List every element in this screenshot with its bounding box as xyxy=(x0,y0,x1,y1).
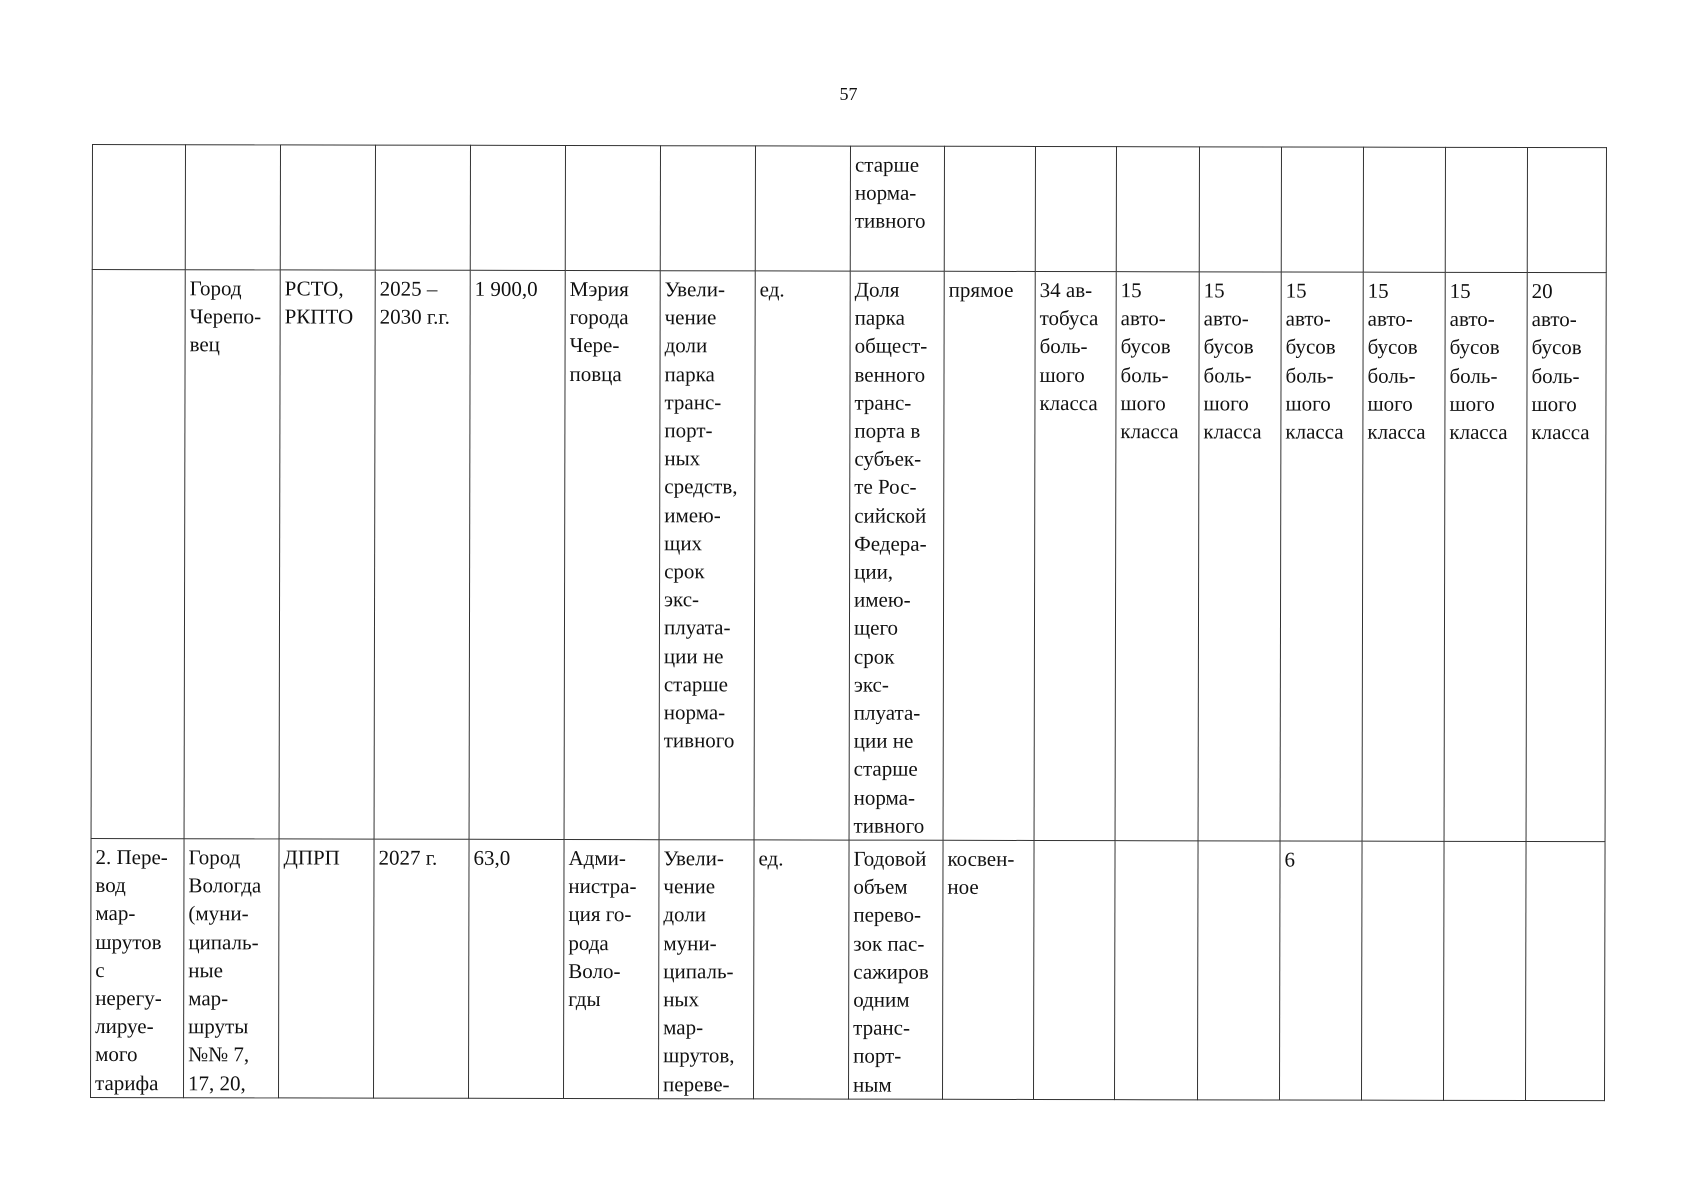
table-cell xyxy=(91,270,185,839)
table-cell: 20 авто- бусов боль- шого класса xyxy=(1526,273,1606,842)
table-cell xyxy=(280,145,375,270)
table-cell: 15 авто- бусов боль- шого класса xyxy=(1444,272,1527,841)
table-cell: 15 авто- бусов боль- шого класса xyxy=(1115,272,1199,841)
table-cell xyxy=(1198,841,1281,1100)
table-cell xyxy=(375,145,470,270)
table-cell: РСТО, РКПТО xyxy=(279,270,375,839)
table-cell: 2025 – 2030 г.г. xyxy=(374,270,470,839)
table-cell xyxy=(660,146,755,271)
table-cell xyxy=(565,145,660,270)
table-cell: 2027 г. xyxy=(374,839,470,1098)
table-cell xyxy=(1525,842,1605,1101)
table-cell: Увели- чение доли парка транс- порт- ных средств, имею- щих срок экс- плуата- ции не старше норма- тивного xyxy=(659,271,755,840)
table-cell: ДПРП xyxy=(279,839,375,1098)
table-cell: косвен- ное xyxy=(943,840,1035,1099)
table-cell: Город Черепо- вец xyxy=(184,270,280,839)
table-cell xyxy=(1363,147,1445,272)
data-table xyxy=(90,144,1607,1101)
table-cell: 15 авто- бусов боль- шого класса xyxy=(1198,272,1281,841)
table-cell: Доля парка общест- венного транс- порта в субъек- те Рос- сийской Федера- ции, имею- щего срок экс- плуата- ции не старше норма- тивного xyxy=(849,271,944,840)
table-cell xyxy=(1527,148,1606,273)
table-cell: прямое xyxy=(943,271,1035,840)
table-cell: ед. xyxy=(754,271,850,840)
table-cell xyxy=(1281,147,1363,272)
page-number: 57 xyxy=(839,84,858,104)
table-cell: Мэрия города Чере- повца xyxy=(564,270,660,839)
table-cell: 15 авто- бусов боль- шого класса xyxy=(1362,272,1445,841)
table-cell: 63,0 xyxy=(469,839,565,1098)
table-cell xyxy=(92,145,185,270)
table-cell xyxy=(1035,146,1116,271)
table-cell xyxy=(755,146,850,271)
table-cell: ед. xyxy=(754,840,850,1099)
table-cell: Адми- нистра- ция го- рода Воло- гды xyxy=(564,840,660,1099)
table-cell xyxy=(1034,841,1116,1100)
table-cell: Город Вологда (муни- ципаль- ные мар- шруты №№ 7, 17, 20, xyxy=(184,839,280,1098)
table-cell xyxy=(1445,147,1527,272)
table-cell xyxy=(470,145,565,270)
table-cell: 6 xyxy=(1280,841,1363,1100)
table-cell: Увели- чение доли муни- ципаль- ных мар- шрутов, переве- xyxy=(659,840,755,1099)
table-cell xyxy=(1199,147,1281,272)
table-cell xyxy=(1362,841,1445,1100)
table-row xyxy=(91,270,1606,842)
table-row xyxy=(91,839,1606,1101)
table-cell: 15 авто- бусов боль- шого класса xyxy=(1280,272,1363,841)
table-row xyxy=(92,145,1606,273)
table-cell xyxy=(1116,147,1199,272)
table-cell xyxy=(1443,841,1526,1100)
table-cell: 34 ав- тобуса боль- шого класса xyxy=(1034,271,1116,840)
table-cell: 1 900,0 xyxy=(469,270,565,839)
table-cell xyxy=(1115,841,1199,1100)
table-cell xyxy=(185,145,280,270)
table-cell xyxy=(944,146,1035,271)
table-cell: Годовой объем перево- зок пас- сажиров одним транс- порт- ным xyxy=(849,840,944,1099)
table-cell: 2. Пере- вод мар- шрутов с нерегу- лируе- мого тарифа xyxy=(91,839,185,1098)
table-cell: старше норма- тивного xyxy=(850,146,944,271)
